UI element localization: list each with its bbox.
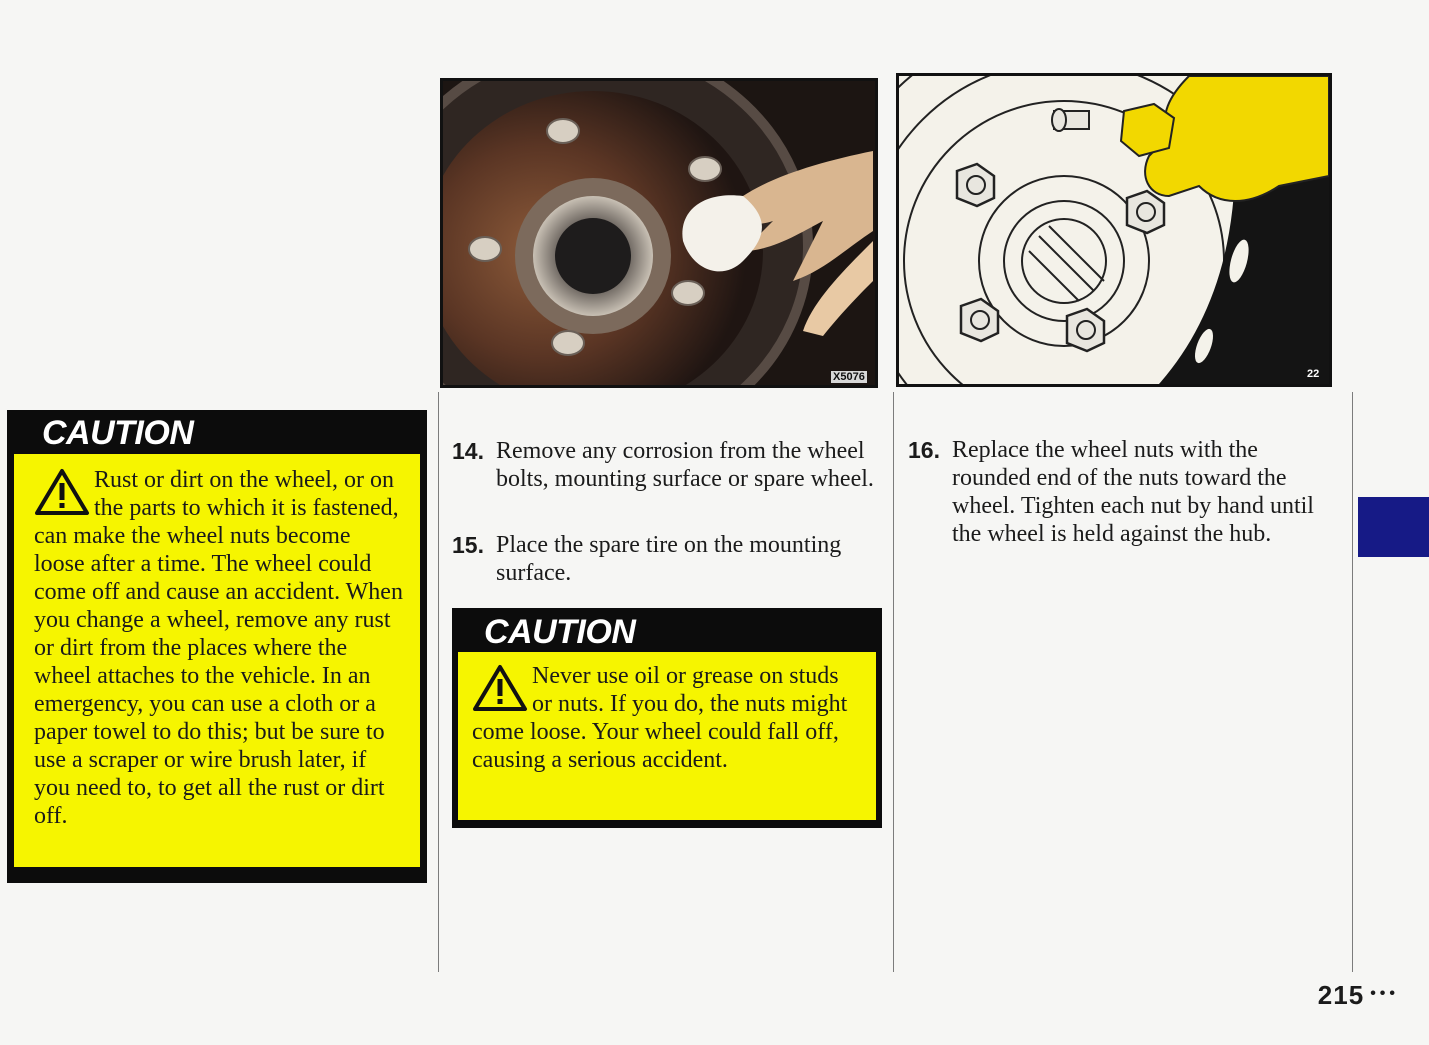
column-rule-left <box>438 392 439 972</box>
warning-triangle-icon <box>34 468 90 516</box>
page-number-value: 215 <box>1317 980 1365 1010</box>
section-tab-marker <box>1358 497 1429 557</box>
page-number <box>1318 980 1399 1011</box>
wheel-photo <box>896 73 1332 387</box>
caution-text: Never use oil or grease on studs or nuts. If you do, the nuts might come loose. Your wheel could fall off, causing a serious accident. <box>472 663 848 773</box>
step-text: Remove any corrosion from the wheel bolts, mounting surface or spare wheel. <box>496 438 874 492</box>
step-15 <box>452 531 882 587</box>
column-rule-right <box>1352 392 1353 972</box>
caution-box-middle <box>452 608 882 828</box>
page-dots: ••• <box>1370 985 1399 1002</box>
caution-heading: CAUTION <box>42 414 194 452</box>
caution-text: Rust or dirt on the wheel, or on the parts to which it is fastened, can make the wheel nuts become loose after a time. The wheel could come off and cause an accident. When you change a wheel, remove any rust or dirt from the places where the wheel attaches to the vehicle. In an emergency, you can use a cloth or a paper towel to do this; but be sure to use a scraper or wire brush later, if you need to, to get all the rust or dirt off. <box>34 467 403 829</box>
wheel-illustration <box>899 76 1329 384</box>
step-text: Place the spare tire on the mounting surface. <box>496 532 842 586</box>
column-rule-middle <box>893 392 894 972</box>
photo-code-wheel: 22 <box>1307 368 1320 380</box>
caution-body <box>458 652 876 820</box>
hub-illustration <box>443 81 875 385</box>
step-number: 15. <box>452 532 484 558</box>
step-16 <box>908 436 1328 548</box>
caution-box-left <box>7 410 427 883</box>
step-14 <box>452 437 882 493</box>
caution-body <box>14 454 420 867</box>
caution-heading: CAUTION <box>484 613 636 651</box>
step-number: 14. <box>452 438 484 464</box>
step-number: 16. <box>908 437 940 463</box>
step-text: Replace the wheel nuts with the rounded end of the nuts toward the wheel. Tighten each nut by hand until the wheel is held against the hub. <box>952 437 1314 547</box>
warning-triangle-icon <box>472 664 528 712</box>
hub-photo <box>440 78 878 388</box>
photo-code-hub: X5076 <box>833 371 865 383</box>
